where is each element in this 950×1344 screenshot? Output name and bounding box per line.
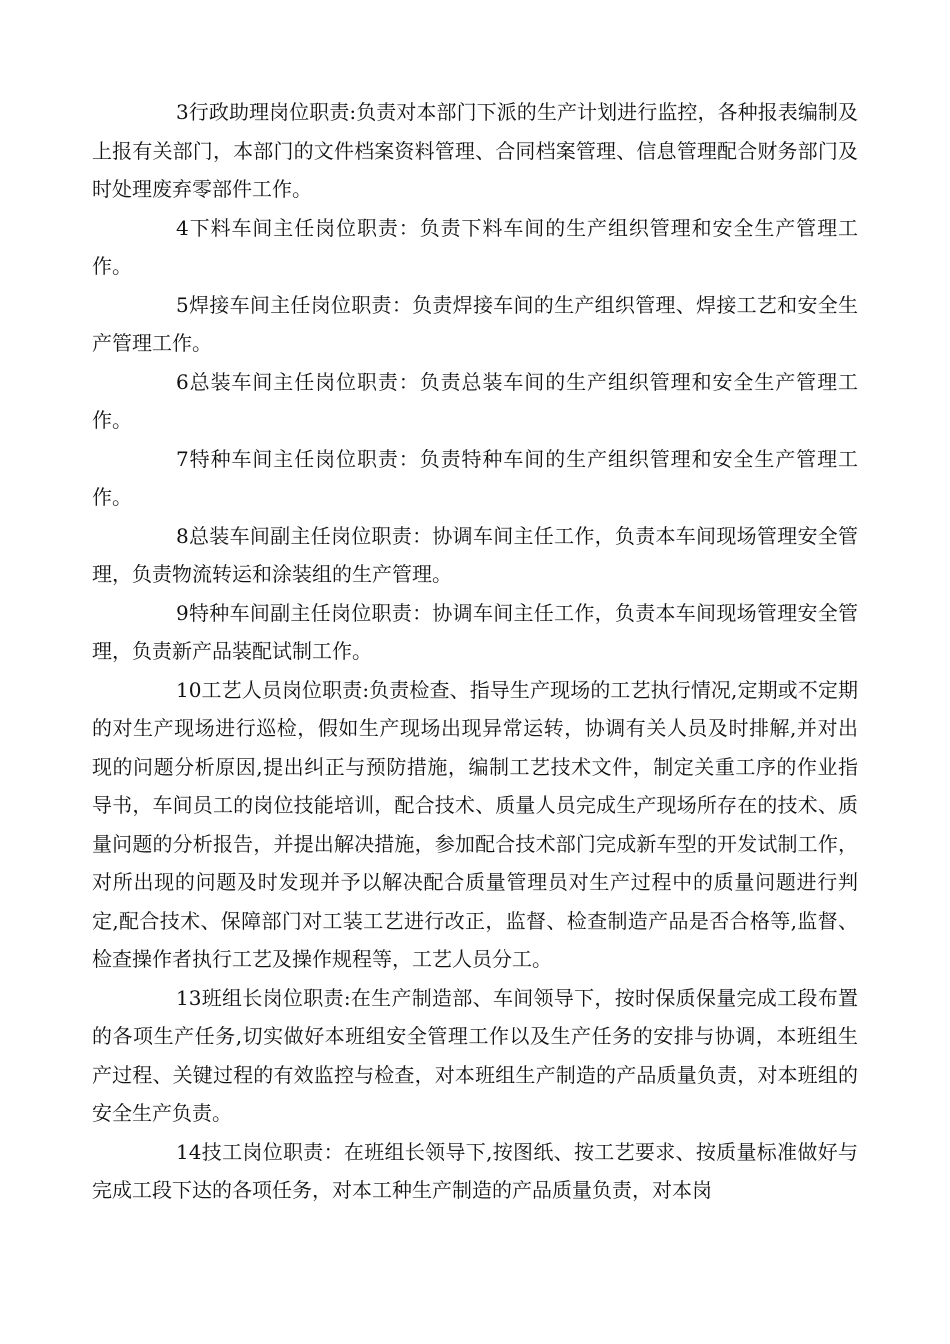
paragraph-number: 6 xyxy=(176,369,189,394)
paragraph-13 xyxy=(92,979,858,1133)
paragraph-text: 特种车间副主任岗位职责：协调车间主任工作，负责本车间现场管理安全管理，负责新产品装配试制工作。 xyxy=(92,600,858,663)
paragraph-text: 总装车间主任岗位职责：负责总装车间的生产组织管理和安全生产管理工作。 xyxy=(92,369,858,432)
paragraph-text: 特种车间主任岗位职责：负责特种车间的生产组织管理和安全生产管理工作。 xyxy=(92,446,858,509)
document-body xyxy=(92,93,858,1210)
paragraph-8 xyxy=(92,517,858,594)
paragraph-number: 5 xyxy=(176,292,189,317)
paragraph-number: 7 xyxy=(176,446,189,471)
paragraph-number: 8 xyxy=(176,523,189,548)
paragraph-text: 工艺人员岗位职责:负责检查、指导生产现场的工艺执行情况,定期或不定期的对生产现场进行巡检，假如生产现场出现异常运转，协调有关人员及时排解,并对出现的问题分析原因,提出纠正与预防措施，编制工艺技术文件，制定关重工序的作业指导书，车间员工的岗位技能培训，配合技术、质量人员完成生产现场所存在的技术、质量问题的分析报告，并提出解决措施，参加配合技术部门完成新车型的开发试制工作，对所出现的问题及时发现并予以解决配合质量管理员对生产过程中的质量问题进行判定,配合技术、保障部门对工装工艺进行改正，监督、检查制造产品是否合格等,监督、检查操作者执行工艺及操作规程等，工艺人员分工。 xyxy=(92,677,858,971)
paragraph-text: 班组长岗位职责:在生产制造部、车间领导下，按时保质保量完成工段布置的各项生产任务,切实做好本班组安全管理工作以及生产任务的安排与协调，本班组生产过程、关键过程的有效监控与检查，对本班组生产制造的产品质量负责，对本班组的安全生产负责。 xyxy=(92,985,858,1125)
paragraph-text: 下料车间主任岗位职责：负责下料车间的生产组织管理和安全生产管理工作。 xyxy=(92,215,858,278)
paragraph-7 xyxy=(92,440,858,517)
paragraph-6 xyxy=(92,363,858,440)
paragraph-5 xyxy=(92,286,858,363)
paragraph-text: 技工岗位职责：在班组长领导下,按图纸、按工艺要求、按质量标准做好与完成工段下达的各项任务，对本工种生产制造的产品质量负责，对本岗 xyxy=(92,1139,858,1202)
paragraph-text: 焊接车间主任岗位职责：负责焊接车间的生产组织管理、焊接工艺和安全生产管理工作。 xyxy=(92,292,858,355)
paragraph-text: 总装车间副主任岗位职责：协调车间主任工作，负责本车间现场管理安全管理，负责物流转运和涂装组的生产管理。 xyxy=(92,523,858,586)
paragraph-14 xyxy=(92,1133,858,1210)
paragraph-number: 13 xyxy=(176,985,202,1010)
paragraph-number: 3 xyxy=(176,100,189,124)
paragraph-number: 9 xyxy=(176,600,189,625)
paragraph-text: 行政助理岗位职责:负责对本部门下派的生产计划进行监控，各种报表编制及上报有关部门，本部门的文件档案资料管理、合同档案管理、信息管理配合财务部门及时处理废弃零部件工作。 xyxy=(92,100,858,201)
paragraph-10 xyxy=(92,671,858,979)
paragraph-number: 14 xyxy=(176,1139,202,1164)
paragraph-4 xyxy=(92,209,858,286)
paragraph-9 xyxy=(92,594,858,671)
paragraph-number: 4 xyxy=(176,215,189,240)
paragraph-3 xyxy=(92,93,858,209)
paragraph-number: 10 xyxy=(176,677,202,702)
